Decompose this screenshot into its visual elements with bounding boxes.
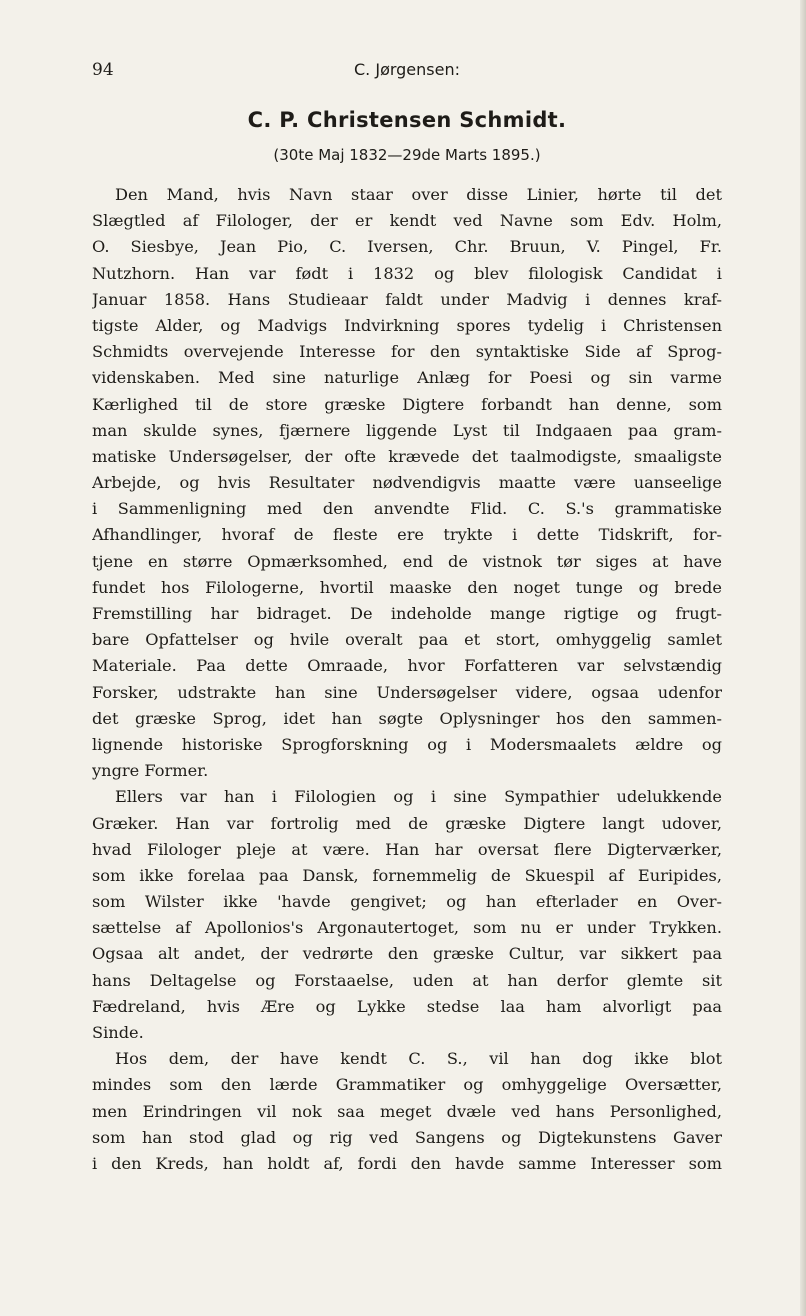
page-edge: [800, 0, 806, 1316]
text-line: som Wilster ikke 'havde gengivet; og han efterlader en Over-: [92, 892, 722, 912]
text-line: bare Opfattelser og hvile overalt paa et stort, omhyggelig samlet: [92, 630, 722, 650]
text-line: mindes som den lærde Grammatiker og omhyggelige Oversætter,: [92, 1075, 722, 1095]
text-line: lignende historiske Sprogforskning og i Modersmaalets ældre og: [92, 734, 722, 754]
text-line: Hos dem, der have kendt C. S., vil han dog ikke blot: [115, 1049, 722, 1069]
text-line: matiske Undersøgelser, der ofte krævede det taalmodigste, smaaligste: [92, 446, 722, 466]
text-line: Arbejde, og hvis Resultater nødvendigvis maatte være uanseelige: [92, 473, 722, 493]
text-line: Materiale. Paa dette Omraade, hvor Forfatteren var selvstændig: [92, 656, 722, 676]
text-line: som ikke forelaa paa Dansk, fornemmelig de Skuespil af Euripides,: [92, 865, 722, 885]
text-line: hvad Filologer pleje at være. Han har oversat flere Digterværker,: [92, 839, 722, 859]
body-text: [92, 182, 722, 1177]
text-line: man skulde synes, fjærnere liggende Lyst til Indgaaen paa gram-: [92, 420, 722, 440]
text-line: men Erindringen vil nok saa meget dvæle ved hans Personlighed,: [92, 1101, 722, 1121]
text-line: O. Siesbye, Jean Pio, C. Iversen, Chr. Bruun, V. Pingel, Fr.: [92, 237, 722, 257]
text-line: Den Mand, hvis Navn staar over disse Linier, hørte til det: [115, 185, 722, 204]
text-line: Græker. Han var fortrolig med de græske Digtere langt udover,: [92, 813, 722, 833]
text-line: Fædreland, hvis Ære og Lykke stedse laa ham alvorligt paa: [92, 996, 722, 1016]
text-line: Januar 1858. Hans Studieaar faldt under Madvig i dennes kraf-: [92, 289, 722, 309]
text-line: Schmidts overvejende Interesse for den syntaktiske Side af Sprog-: [92, 342, 722, 362]
article-title: C. P. Christensen Schmidt.: [247, 108, 567, 132]
text-line: tigste Alder, og Madvigs Indvirkning spores tydelig i Christensen: [92, 315, 722, 335]
page-number: 94: [92, 60, 114, 80]
text-line: Kærlighed til de store græske Digtere forbandt han denne, som: [92, 394, 722, 414]
text-line: Ellers var han i Filologien og i sine Sympathier udelukkende: [115, 787, 722, 807]
text-line: videnskaben. Med sine naturlige Anlæg for Poesi og sin varme: [92, 368, 722, 388]
text-line: det græske Sprog, idet han søgte Oplysninger hos den sammen-: [92, 708, 722, 728]
text-line: tjene en større Opmærksomhed, end de vistnok tør siges at have: [92, 551, 722, 571]
text-line: Nutzhorn. Han var født i 1832 og blev filologisk Candidat i: [92, 263, 722, 283]
text-line: i Sammenligning med den anvendte Flid. C. S.'s grammatiske: [92, 499, 722, 519]
text-line: Fremstilling har bidraget. De indeholde mange rigtige og frugt-: [92, 604, 722, 623]
text-line: som han stod glad og rig ved Sangens og Digtekunstens Gaver: [92, 1127, 722, 1147]
text-line: Ogsaa alt andet, der vedrørte den græske Cultur, var sikkert paa: [92, 944, 722, 964]
article-subtitle: (30te Maj 1832—29de Marts 1895.): [273, 146, 541, 164]
text-line: Slægtled af Filologer, der er kendt ved Navne som Edv. Holm,: [92, 211, 722, 231]
text-line: i den Kreds, han holdt af, fordi den havde samme Interesser som: [92, 1153, 722, 1173]
text-line: hans Deltagelse og Forstaaelse, uden at han derfor glemte sit: [92, 970, 722, 990]
text-line: sættelse af Apollonios's Argonautertoget, som nu er under Trykken.: [92, 918, 722, 938]
text-line: Forsker, udstrakte han sine Undersøgelser videre, ogsaa udenfor: [92, 682, 722, 702]
running-head: [92, 60, 722, 86]
text-line: Afhandlinger, hvoraf de fleste ere trykte i dette Tidskrift, for-: [92, 525, 722, 545]
running-head-author: C. Jørgensen:: [354, 60, 460, 79]
text-line: yngre Former.: [92, 761, 209, 781]
text-line: fundet hos Filologerne, hvortil maaske den noget tunge og brede: [92, 577, 722, 597]
text-line: Sinde.: [92, 1023, 144, 1042]
